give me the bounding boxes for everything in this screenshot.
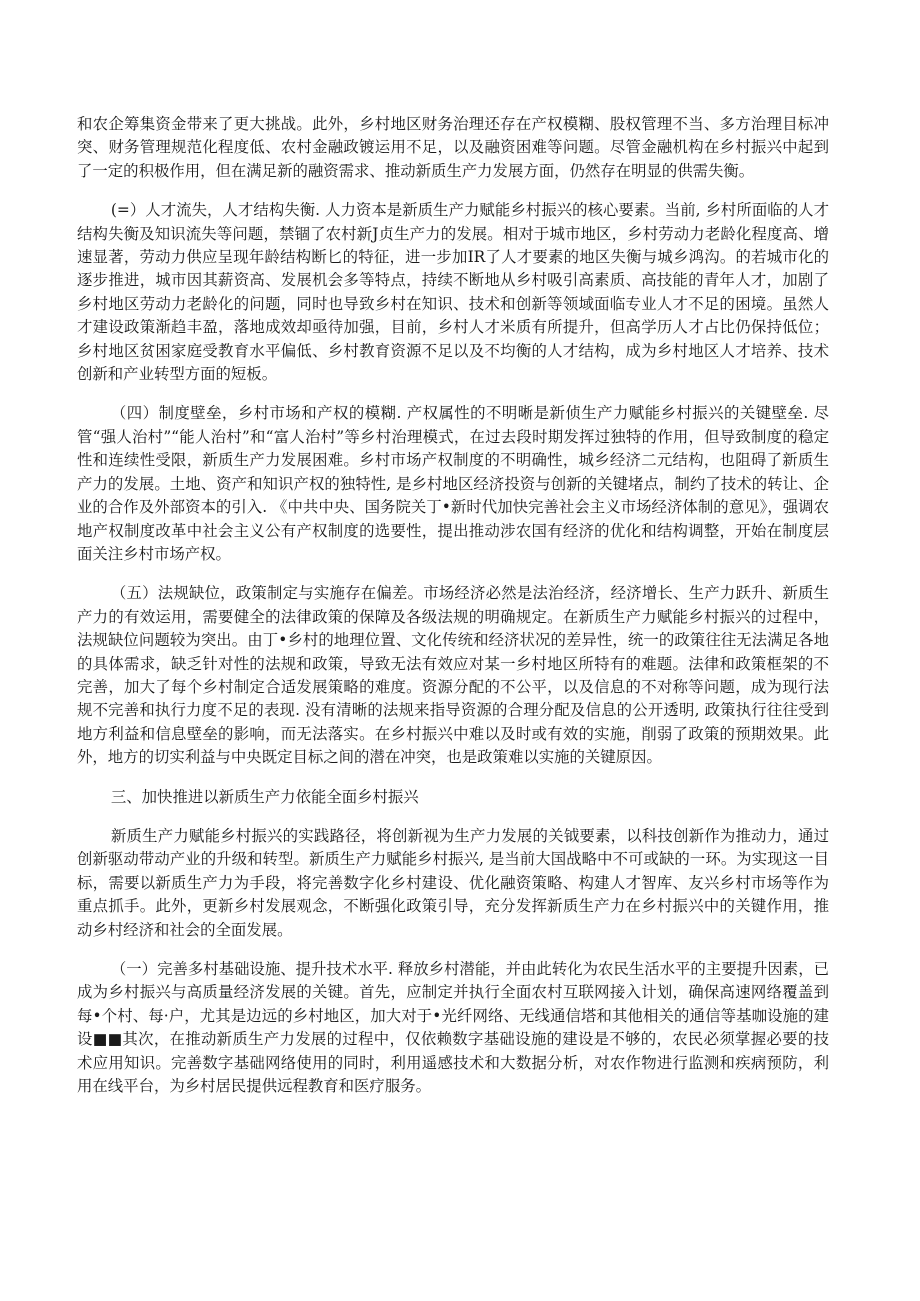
paragraph-talent-loss: (=）人才流失，人才结构失衡. 人力资本是新质生产力赋能乡村振兴的核心要素。当前, 乡村所面临的人才结构失衡及知识流失等问题，禁锢了农村新J贞生产力的发展。相对于城市地区，乡村劳动力老龄化程度高、增速显著，劳动力供应呈现年龄结构断匕的特征，进一步加IR了人才要素的地区失衡与城乡鸿沟。的若城市化的逐步推进，城市因其薪资高、发展机会多等特点，持续不断地从乡村吸引高素质、高技能的青年人才，加剧了乡村地区劳动力老龄化的问题，同时也导致乡村在知识、技术和创新等领域面临专业人才不足的困境。虽然人才建设政策渐趋丰盈，落地成效却亟待加强，目前，乡村人才米质有所提升，但高学历人才占比仍保持低位；乡村地区贫困家庭受教育水平偏低、乡村教育资源不足以及不均衡的人才结构，成为乡村地区人才培养、技术创新和产业转型方面的短板。 [77, 201, 829, 384]
paragraph-practice-path: 新质生产力赋能乡村振兴的实践路径，将创新视为生产力发展的关钺要素，以科技创新作为推动力，通过创新驱动带动产业的升级和转型。新质生产力赋能乡村振兴, 是当前大国战略中不可或缺的一环。为实现这一目标，需要以新质生产力为手段，将完善数字化乡村建设、优化融资策略、构建人才智库、友兴乡村市场等作为重点抓手。此外，更新乡村发展观念，不断强化政策引导，充分发挥新质生产力在乡村振兴中的关键作用，推动乡村经济和社会的全面发展。 [77, 826, 829, 939]
section-heading: 三、加快推进以新质生产力依能全面乡村振兴 [110, 787, 419, 806]
paragraph-infrastructure: （一）完善多村基础设施、提升技术水平. 释放乡村潜能，并由此转化为农民生活水平的主要提升因素，已成为乡村振兴与高质量经济发展的关键。首先，应制定并执行全面农村互联网接入计划，确保高速网络覆盖到每•个村、每·户，尤其是边远的乡村地区，加大对于•光纤网络、无线通信塔和其他相关的通信等基咖设施的建设■■其次，在推动新质生产力发展的过程中，仅依赖数字基础设施的建设是不够的，农民必须掌握必要的技术应用知识。完善数字基础网络使用的同时，利用遥感技术和大数据分析，对农作物进行监测和疾病预防，利用在线平台，为乡村居民提供远程教育和医疗服务。 [77, 960, 829, 1096]
paragraph-regulation-gap: （五）法规缺位，政策制定与实施存在偏差。市场经济必然是法治经济，经济增长、生产力跃升、新质生产力的有效运用，需要健全的法律政策的保障及各级法规的明确规定。在新质生产力赋能乡村振兴的过程中，法规缺位问题较为突出。由丁•乡村的地理位置、文化传统和经济状况的差异性，统一的政策往往无法满足各地的具体需求，缺乏针对性的法规和政策，导致无法有效应对某一乡村地区所特有的难题。法律和政策框架的不完善，加大了每个乡村制定合适发展策略的难度。资源分配的不公平，以及信息的不对称等问题，成为现行法规不完善和执行力度不足的表现. 没有清晰的法规来指导资源的合理分配及信息的公开透明, 政策执行往往受到地方利益和信息壁垒的影响，而无法落实。在乡村振兴中难以及时或有效的实施，削弱了政策的预期效果。此外，地方的切实利益与中央既定目标之间的潜在冲突，也是政策难以实施的关键原因。 [77, 584, 829, 767]
paragraph-institutional-barrier: （四）制度壁垒，乡村市场和产权的模糊. 产权属性的不明晰是新侦生产力赋能乡村振兴的关键壁垒. 尽管“强人治村”“能人治村”和“富人治村”等乡村治理模式，在过去段时期发挥过独特的作用，但导致制度的稳定性和连续性受限，新质生产力发展困难。乡村市场产权制度的不明确性，城乡经济二元结构，也阻碍了新质生产力的发展。土地、资产和知识产权的独特性, 是乡村地区经济投资与创新的关键堵点，制约了技术的转让、企业的合作及外部资本的引入. 《中共中央、国务院关丁•新时代加快完善社会主义市场经济体制的意见》，强调农地产权制度改革中社会主义公有产权制度的选要性，提出推动涉农国有经济的优化和结构调整，开始在制度层面关注乡村市场产权。 [77, 404, 829, 563]
paragraph-financing-continuation: 和农企筹集资金带来了更大挑战。此外，乡村地区财务治理还存在产权模糊、股权管理不当、多方治理目标冲突、财务管理规范化程度低、农村金融政镀运用不足，以及融资困难等问题。尽管金融机构在乡村振兴中起到了一定的积极作用，但在满足新的融资需求、推动新质生产力发展方面，仍然存在明显的供需失衡。 [77, 115, 829, 180]
document-body [77, 113, 829, 1114]
